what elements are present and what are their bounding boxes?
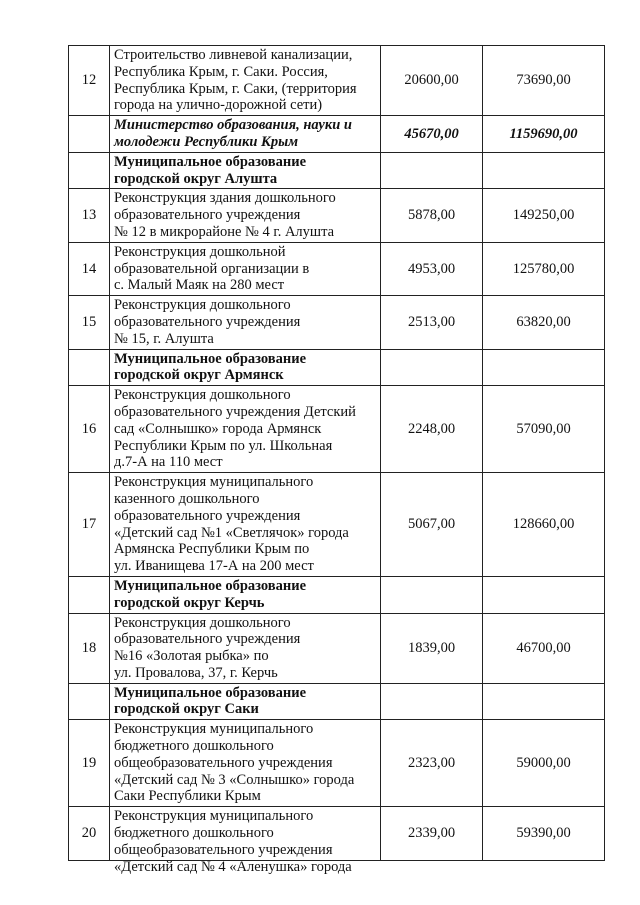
table-row <box>69 473 605 577</box>
text-line: № 15, г. Алушта <box>114 330 214 347</box>
text-line: города на улично-дорожной сети) <box>114 97 323 114</box>
text-line: городской округ Алушта <box>114 170 278 187</box>
text-line: казенного дошкольного <box>114 490 260 507</box>
value-2021: 59390,00 <box>483 807 605 861</box>
value-2021: 73690,00 <box>483 46 605 116</box>
municipality-name <box>110 152 381 189</box>
row-number <box>69 152 110 189</box>
text-line: Реконструкция муниципального <box>114 474 314 491</box>
object-name <box>110 46 381 116</box>
value-2021: 128660,00 <box>483 473 605 577</box>
text-line: «Детский сад № 4 «Аленушка» города <box>114 858 352 875</box>
budget-table <box>68 45 605 875</box>
table-row <box>69 720 605 807</box>
text-line: Саки Республики Крым <box>114 788 261 805</box>
text-line: бюджетного дошкольного <box>114 738 274 755</box>
value-2021: 63820,00 <box>483 296 605 349</box>
row-number <box>69 576 110 613</box>
text-line: городской округ Керчь <box>114 594 265 611</box>
row-number <box>69 349 110 386</box>
text-line: Министерство образования, науки и <box>114 117 352 134</box>
value-2020: 1839,00 <box>381 613 483 683</box>
value-2020: 2513,00 <box>381 296 483 349</box>
text-line: Армянска Республики Крым по <box>114 541 310 558</box>
text-line: Реконструкция здания дошкольного <box>114 190 336 207</box>
municipality-name <box>110 683 381 720</box>
value-2021: 125780,00 <box>483 242 605 295</box>
text-line: Республика Крым, г. Саки. Россия, <box>114 63 328 80</box>
text-line: общеобразовательного учреждения <box>114 754 333 771</box>
value-2020: 45670,00 <box>381 116 483 153</box>
value-2020: 2339,00 <box>381 807 483 861</box>
row-number: 17 <box>69 473 110 577</box>
row-number: 14 <box>69 242 110 295</box>
text-line: №16 «Золотая рыбка» по <box>114 648 269 665</box>
text-line: общеобразовательного учреждения <box>114 841 333 858</box>
text-line: образовательного учреждения Детский <box>114 403 356 420</box>
row-number: 18 <box>69 613 110 683</box>
value-2021: 1159690,00 <box>483 116 605 153</box>
text-line: ул. Иванищева 17-А на 200 мест <box>114 558 314 575</box>
text-line: сад «Солнышко» города Армянск <box>114 420 322 437</box>
text-line: Муниципальное образование <box>114 153 307 170</box>
table-row <box>69 116 605 153</box>
value-2021 <box>483 683 605 720</box>
row-number: 13 <box>69 189 110 242</box>
row-number: 20 <box>69 807 110 861</box>
text-line: Реконструкция муниципального <box>114 808 314 825</box>
row-number <box>69 683 110 720</box>
value-2021: 59000,00 <box>483 720 605 807</box>
value-2020: 2323,00 <box>381 720 483 807</box>
value-2020: 2248,00 <box>381 386 483 473</box>
object-name <box>110 242 381 295</box>
object-name <box>110 189 381 242</box>
text-line: Муниципальное образование <box>114 350 307 367</box>
text-line: № 12 в микрорайоне № 4 г. Алушта <box>114 223 335 240</box>
value-2020: 20600,00 <box>381 46 483 116</box>
text-line: Муниципальное образование <box>114 577 307 594</box>
value-2020 <box>381 349 483 386</box>
table-row <box>69 296 605 349</box>
value-2020 <box>381 683 483 720</box>
municipality-name <box>110 576 381 613</box>
table-row <box>69 242 605 295</box>
text-line: Реконструкция дошкольного <box>114 614 291 631</box>
text-line: Реконструкция дошкольного <box>114 387 291 404</box>
value-2020 <box>381 152 483 189</box>
text-line: образовательного учреждения <box>114 313 301 330</box>
text-line: образовательного учреждения <box>114 207 301 224</box>
text-line: с. Малый Маяк на 280 мест <box>114 277 285 294</box>
text-line: д.7-А на 110 мест <box>114 454 223 471</box>
text-line: образовательной организации в <box>114 260 310 277</box>
row-number: 19 <box>69 720 110 807</box>
value-2021: 149250,00 <box>483 189 605 242</box>
municipality-name <box>110 349 381 386</box>
value-2020: 5878,00 <box>381 189 483 242</box>
table-row <box>69 349 605 386</box>
object-name <box>110 720 381 807</box>
value-2020 <box>381 576 483 613</box>
row-number: 16 <box>69 386 110 473</box>
value-2020: 4953,00 <box>381 242 483 295</box>
table-body <box>69 46 605 875</box>
text-line: городской округ Саки <box>114 701 259 718</box>
text-line: Реконструкция муниципального <box>114 721 314 738</box>
text-line: ул. Провалова, 37, г. Керчь <box>114 664 278 681</box>
object-name <box>110 807 381 875</box>
value-2021: 57090,00 <box>483 386 605 473</box>
text-line: Строительство ливневой канализации, <box>114 47 353 63</box>
text-line: образовательного учреждения <box>114 631 301 648</box>
text-line: «Детский сад №1 «Светлячок» города <box>114 524 349 541</box>
row-number <box>69 116 110 153</box>
table-row <box>69 576 605 613</box>
value-2020: 5067,00 <box>381 473 483 577</box>
table-row <box>69 46 605 116</box>
value-2021: 46700,00 <box>483 613 605 683</box>
row-number: 15 <box>69 296 110 349</box>
table-row <box>69 152 605 189</box>
value-2021 <box>483 576 605 613</box>
table-row <box>69 683 605 720</box>
ministry-name <box>110 116 381 153</box>
text-line: Республика Крым, г. Саки, (территория <box>114 80 357 97</box>
text-line: «Детский сад № 3 «Солнышко» города <box>114 771 355 788</box>
object-name <box>110 473 381 577</box>
text-line: бюджетного дошкольного <box>114 825 274 842</box>
text-line: молодежи Республики Крым <box>114 133 299 150</box>
table-row <box>69 807 605 861</box>
text-line: Реконструкция дошкольного <box>114 297 291 314</box>
table-row <box>69 613 605 683</box>
value-2021 <box>483 349 605 386</box>
table-row <box>69 386 605 473</box>
object-name <box>110 296 381 349</box>
table-row <box>69 189 605 242</box>
value-2021 <box>483 152 605 189</box>
text-line: образовательного учреждения <box>114 507 301 524</box>
row-number: 12 <box>69 46 110 116</box>
text-line: Муниципальное образование <box>114 684 307 701</box>
object-name <box>110 386 381 473</box>
object-name <box>110 613 381 683</box>
text-line: Республики Крым по ул. Школьная <box>114 437 333 454</box>
text-line: Реконструкция дошкольной <box>114 243 286 260</box>
text-line: городской округ Армянск <box>114 367 284 384</box>
